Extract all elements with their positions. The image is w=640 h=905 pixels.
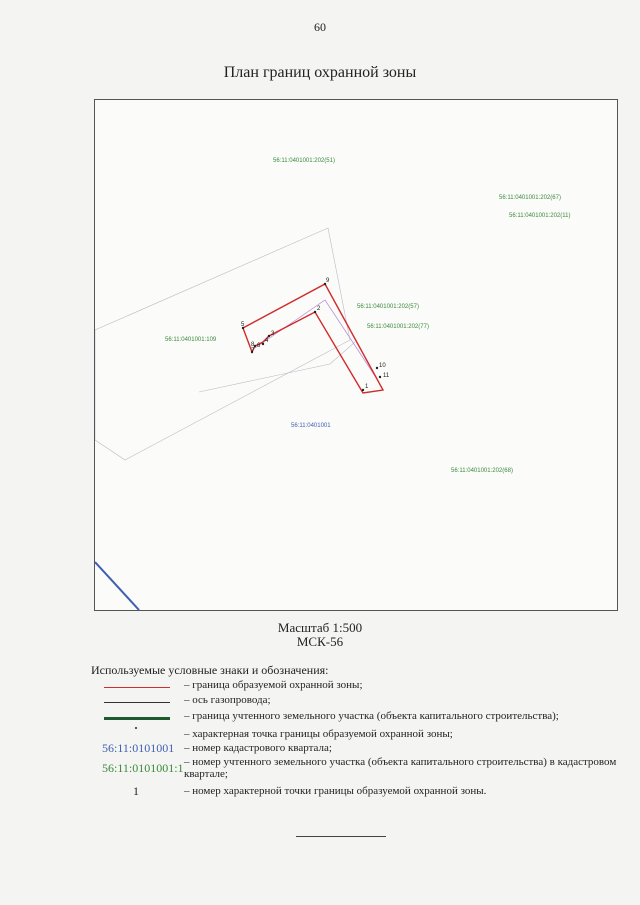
legend-text: – граница учтенного земельного участка (объекта капитального строительства); bbox=[184, 710, 559, 722]
legend-sample-quarter: 56:11:0101001 bbox=[102, 741, 175, 755]
quarter-boundary bbox=[95, 562, 139, 610]
parcel-label: 56:11:0401001:202(57) bbox=[357, 304, 419, 310]
legend-red-line bbox=[104, 687, 170, 688]
protection-zone-boundary bbox=[243, 284, 383, 393]
parcel-label: 56:11:0401001:202(77) bbox=[367, 324, 429, 330]
bottom-rule bbox=[296, 836, 386, 837]
legend-item bbox=[96, 741, 626, 757]
legend-item bbox=[96, 756, 626, 784]
legend-text: – номер учтенного земельного участка (объекта капитального строительства) в кадастровом квартале; bbox=[184, 756, 617, 780]
point-label: 11 bbox=[383, 373, 390, 379]
characteristic-points bbox=[242, 283, 381, 391]
legend-item bbox=[96, 726, 626, 742]
point-label: 1 bbox=[365, 384, 369, 390]
point-label: 6 bbox=[257, 343, 261, 349]
plan-title: План границ охранной зоны bbox=[223, 64, 417, 81]
legend-item bbox=[96, 694, 626, 710]
scale-block bbox=[0, 621, 640, 649]
legend-title: Используемые условные знаки и обозначения: bbox=[91, 663, 329, 677]
point-label: 7 bbox=[251, 348, 255, 354]
parcel-label: 56:11:0401001:202(51) bbox=[273, 158, 335, 164]
legend-item bbox=[96, 784, 626, 800]
point-label: 8 bbox=[251, 342, 255, 348]
crs-text: МСК-56 bbox=[296, 634, 344, 649]
point-label: 9 bbox=[326, 278, 330, 284]
parcel-label: 56:11:0401001:109 bbox=[165, 337, 217, 343]
legend-black-line bbox=[104, 702, 170, 703]
page-number: 60 bbox=[314, 20, 326, 34]
point-label: 10 bbox=[379, 363, 386, 369]
legend-sample-point: 1 bbox=[133, 784, 139, 798]
map-drawing bbox=[95, 100, 617, 610]
point-label: 4 bbox=[265, 338, 269, 344]
point-label: 3 bbox=[271, 331, 275, 337]
legend-item bbox=[96, 679, 626, 695]
scale-text: Масштаб 1:500 bbox=[277, 620, 363, 635]
point-label: 5 bbox=[241, 322, 245, 328]
legend-text: – номер характерной точки границы образуемой охранной зоны. bbox=[184, 785, 487, 797]
map-frame bbox=[94, 99, 618, 611]
parcel-label: 56:11:0401001:202(67) bbox=[499, 195, 561, 201]
legend-green-line bbox=[104, 717, 170, 720]
legend-text: – характерная точка границы образуемой охранной зоны; bbox=[184, 728, 453, 740]
legend-item bbox=[96, 710, 626, 726]
point-label: 2 bbox=[317, 306, 321, 312]
parcel-label: 56:11:0401001:202(11) bbox=[509, 213, 571, 219]
parcel-label: 56:11:0401001:202(68) bbox=[451, 468, 513, 474]
legend-point-dot bbox=[135, 727, 137, 729]
quarter-label: 56:11:0401001 bbox=[291, 423, 331, 429]
legend-text: – номер кадастрового квартала; bbox=[184, 742, 332, 754]
legend-text: – ось газопровода; bbox=[184, 694, 271, 706]
legend-sample-parcel: 56:11:0101001:1 bbox=[102, 761, 184, 775]
legend-text: – граница образуемой охранной зоны; bbox=[184, 679, 363, 691]
